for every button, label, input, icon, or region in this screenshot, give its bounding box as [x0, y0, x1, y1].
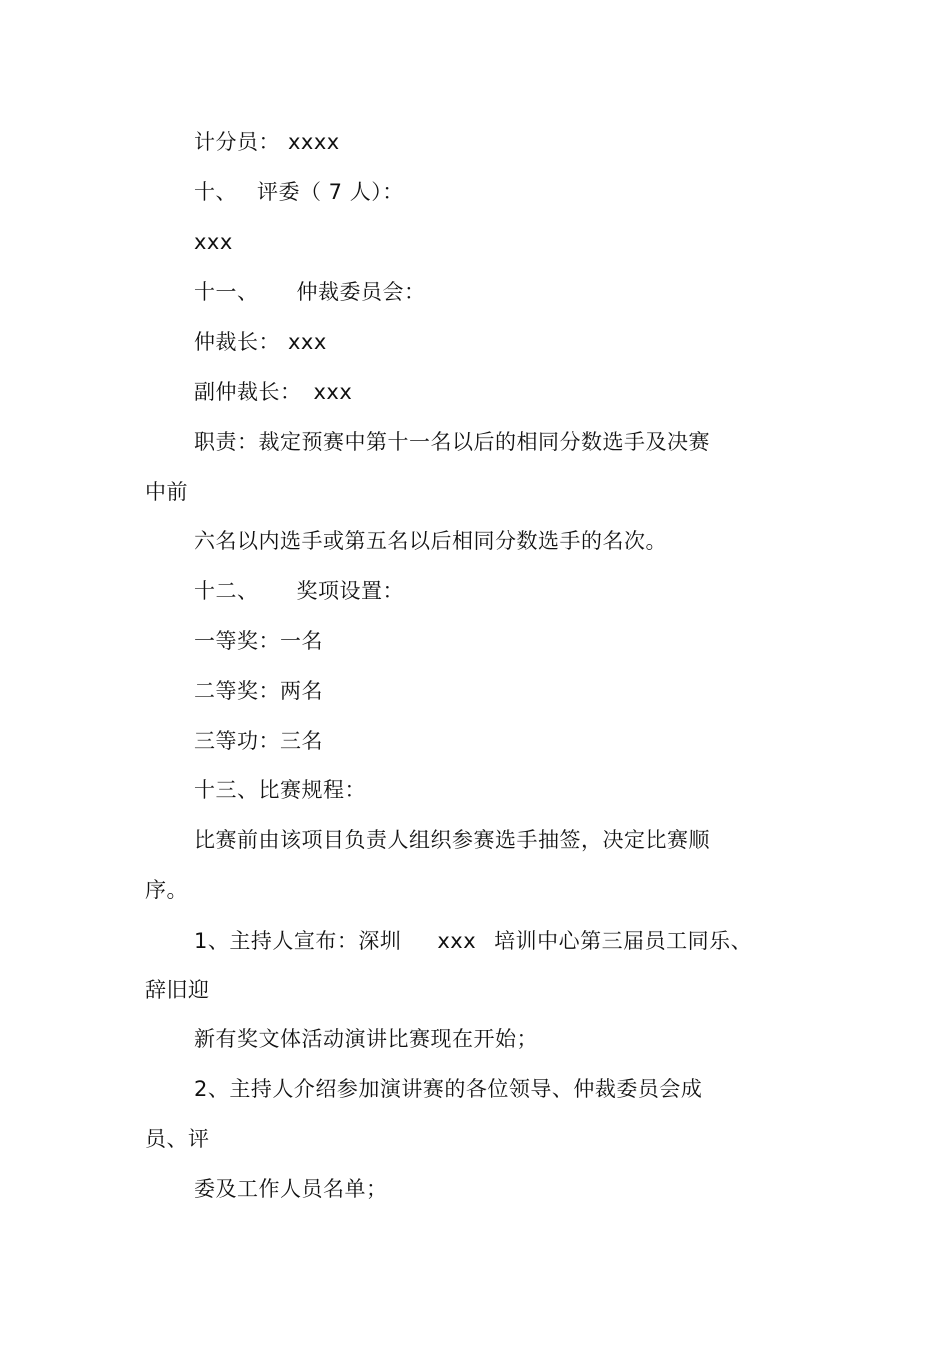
step-1-part-a: 1、主持人宣布：深圳	[194, 929, 402, 953]
duty-line-1: 职责：裁定预赛中第十一名以后的相同分数选手及决赛	[194, 430, 710, 454]
duty-line-2: 中前	[145, 480, 188, 504]
deputy-arbiter-line	[194, 377, 352, 407]
deputy-arbiter-label: 副仲裁长：	[194, 380, 302, 404]
chief-arbiter-line	[194, 327, 327, 357]
section-10-heading	[194, 177, 404, 207]
chief-arbiter-value: xxx	[288, 330, 327, 354]
section-12-heading	[194, 576, 404, 606]
award-first: 一等奖：一名	[194, 629, 323, 653]
rules-intro-line-1: 比赛前由该项目负责人组织参赛选手抽签，决定比赛顺	[194, 828, 710, 852]
step-1-part-b: xxx	[437, 929, 477, 953]
section-10-title: 评委（ 7 人）：	[257, 180, 404, 204]
section-12-number: 十二、	[194, 579, 259, 603]
step-1-part-c: 培训中心第三届员工同乐、	[494, 929, 753, 953]
step-2-line-3: 委及工作人员名单；	[194, 1177, 388, 1201]
judges-value: xxx	[194, 230, 233, 254]
award-second: 二等奖：两名	[194, 679, 323, 703]
section-11-heading	[194, 277, 426, 307]
duty-line-3: 六名以内选手或第五名以后相同分数选手的名次。	[194, 529, 667, 553]
scorer-label: 计分员：	[194, 130, 280, 154]
scorer-line	[194, 127, 340, 157]
section-12-title: 奖项设置：	[296, 579, 404, 603]
step-1-line-3: 新有奖文体活动演讲比赛现在开始；	[194, 1027, 538, 1051]
section-10-number: 十、	[194, 180, 237, 204]
step-1-line-2: 辞旧迎	[145, 978, 210, 1002]
section-11-title: 仲裁委员会：	[296, 280, 426, 304]
deputy-arbiter-value: xxx	[313, 380, 353, 404]
rules-intro-line-2: 序。	[145, 878, 188, 902]
award-third: 三等功：三名	[194, 729, 323, 753]
step-2-line-1: 2、主持人介绍参加演讲赛的各位领导、仲裁委员会成	[194, 1077, 703, 1101]
section-11-number: 十一、	[194, 280, 259, 304]
step-2-line-2: 员、评	[145, 1127, 210, 1151]
chief-arbiter-label: 仲裁长：	[194, 330, 280, 354]
step-1-line-1	[194, 926, 752, 956]
scorer-value: xxxx	[288, 130, 340, 154]
section-13-heading: 十三、比赛规程：	[194, 778, 366, 802]
